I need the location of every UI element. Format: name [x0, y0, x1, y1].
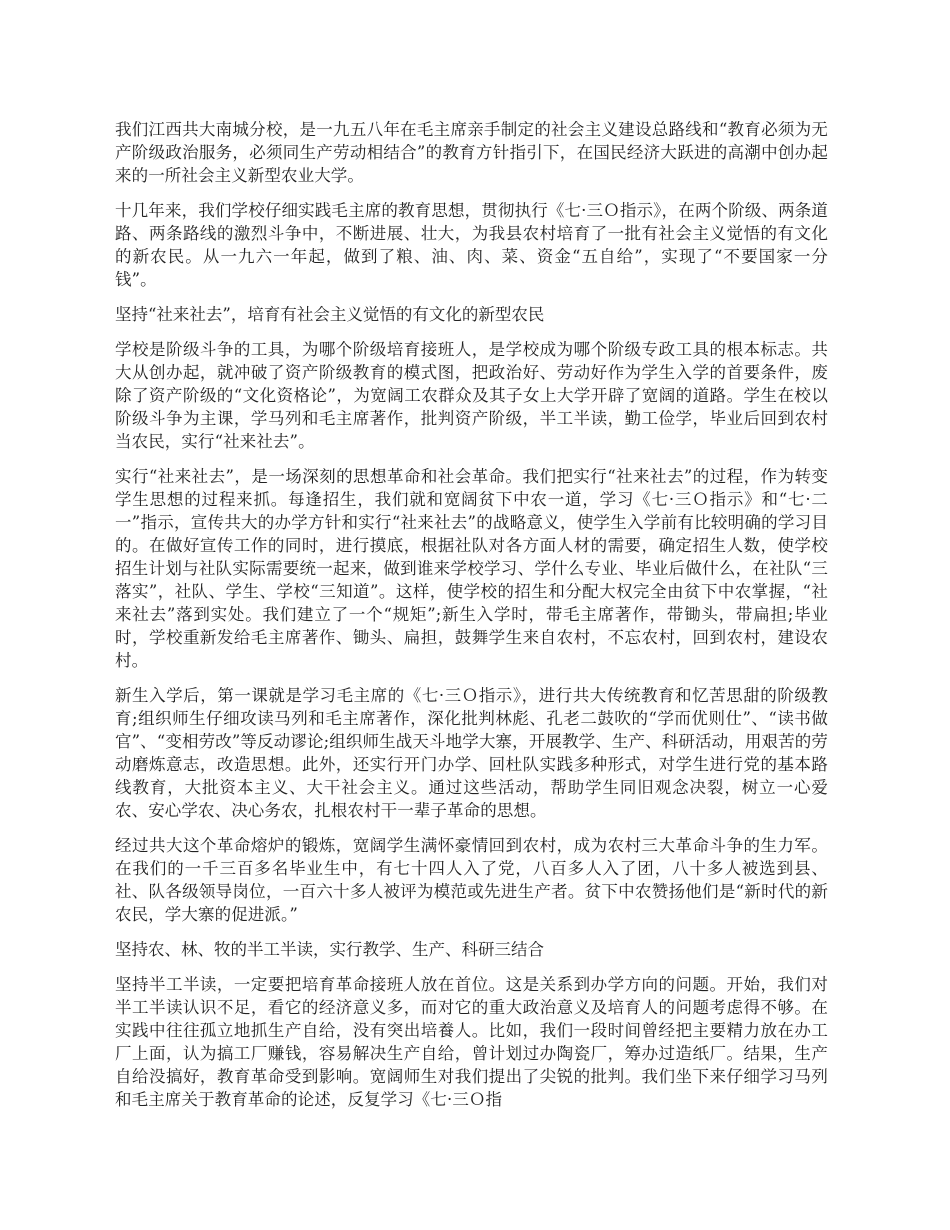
paragraph-she-lai-she-qu: 实行“社来社去”，是一场深刻的思想革命和社会革命。我们把实行“社来社去”的过程，作为转变学生思想的过程来抓。每逢招生，我们就和宽阔贫下中农一道，学习《七·三Ｏ指示》和“七·二一”指示，宣传共大的办学方针和实行“社来社去”的战略意义，使学生入学前有比较明确的学习目的。在做好宣传工作的同时，进行摸底，根据社队对各方面人材的需要，确定招生人数，使学校招生计划与社队实际需要统一起来，做到谁来学校学习、学什么专业、毕业后做什么，在社队“三落实”，社队、学生、学校“三知道”。这样，使学校的招生和分配大权完全由贫下中农掌握，“社来社去”落到实处。我们建立了一个“规矩”;新生入学时，带毛主席著作，带锄头，带扁担;毕业时，学校重新发给毛主席著作、锄头、扁担，鼓舞学生来自农村，不忘农村，回到农村，建设农村。	[115, 467, 828, 670]
document-page	[115, 118, 828, 1123]
paragraph-class-struggle: 学校是阶级斗争的工具，为哪个阶级培育接班人，是学校成为哪个阶级专政工具的根本标志。共大从创办起，就冲破了资产阶级教育的模式图，把政治好、劳动好作为学生入学的首要条件，废除了资产阶级的“文化资格论”，为宽阔工农群众及其子女上大学开辟了宽阔的道路。学生在校以阶级斗争为主课，学马列和毛主席著作，批判资产阶级，半工半读，勤工俭学，毕业后回到农村当农民，实行“社来社去”。	[115, 340, 828, 451]
paragraph-half-work-half-study: 坚持半工半读，一定要把培育革命接班人放在首位。这是关系到办学方向的问题。开始，我们对半工半读认识不足，看它的经济意义多，而对它的重大政治意义及培育人的问题考虑得不够。在实践中往往孤立地抓生产自给，没有突出培養人。比如，我们一段时间曾经把主要精力放在办工厂上面，认为搞工厂赚钱，容易解决生产自给，曾计划过办陶瓷厂，筹办过造纸厂。结果，生产自给没搞好，教育革命受到影响。宽阔师生对我们提出了尖锐的批判。我们坐下来仔细学习马列和毛主席关于教育革命的论述，反复学习《七·三Ｏ指	[115, 975, 828, 1109]
paragraph-first-lesson: 新生入学后，第一课就是学习毛主席的《七·三Ｏ指示》，进行共大传统教育和忆苦思甜的阶级教育;组织师生仔细攻读马列和毛主席著作，深化批判林彪、孔老二鼓吹的“学而优则仕”、“读书做官”、“变相劳改”等反动谬论;组织师生战天斗地学大寨，开展教学、生产、科研活动，用艰苦的劳动磨炼意志，改造思想。此外，还实行开门办学、回杜队实践多种形式，对学生进行党的基本路线教育，大批资本主义、大干社会主义。通过这些活动，帮助学生同旧观念决裂，树立一心爱农、安心学农、决心务农，扎根农村干一辈子革命的思想。	[115, 686, 828, 820]
section-heading-1: 坚持“社来社去”，培育有社会主义觉悟的有文化的新型农民	[115, 305, 545, 324]
paragraph-achievements: 十几年来，我们学校仔细实践毛主席的教育思想，贯彻执行《七·三Ｏ指示》，在两个阶级、两条道路、两条路线的激烈斗争中，不断进展、壮大，为我县农村培育了一批有社会主义觉悟的有文化的新农民。从一九六一年起，做到了粮、油、肉、菜、资金“五自给”，实现了“不要国家一分钱”。	[115, 201, 828, 289]
paragraph-intro: 我们江西共大南城分校，是一九五八年在毛主席亲手制定的社会主义建设总路线和“教育必须为无产阶级政治服务，必须同生产劳动相结合”的教育方针指引下，在国民经济大跃进的高潮中创办起来的一所社会主义新型农业大学。	[115, 120, 828, 185]
paragraph-graduates: 经过共大这个革命熔炉的锻炼，宽阔学生满怀豪情回到农村，成为农村三大革命斗争的生力军。在我们的一千三百多名毕业生中，有七十四人入了党，八百多人入了团，八十多人被选到县、社、队各级领导岗位，一百六十多人被评为模范或先进生产者。贫下中农赞扬他们是“新时代的新农民，学大寨的促进派。”	[115, 836, 828, 924]
section-heading-2: 坚持农、林、牧的半工半读，实行教学、生产、科研三结合	[115, 940, 544, 959]
